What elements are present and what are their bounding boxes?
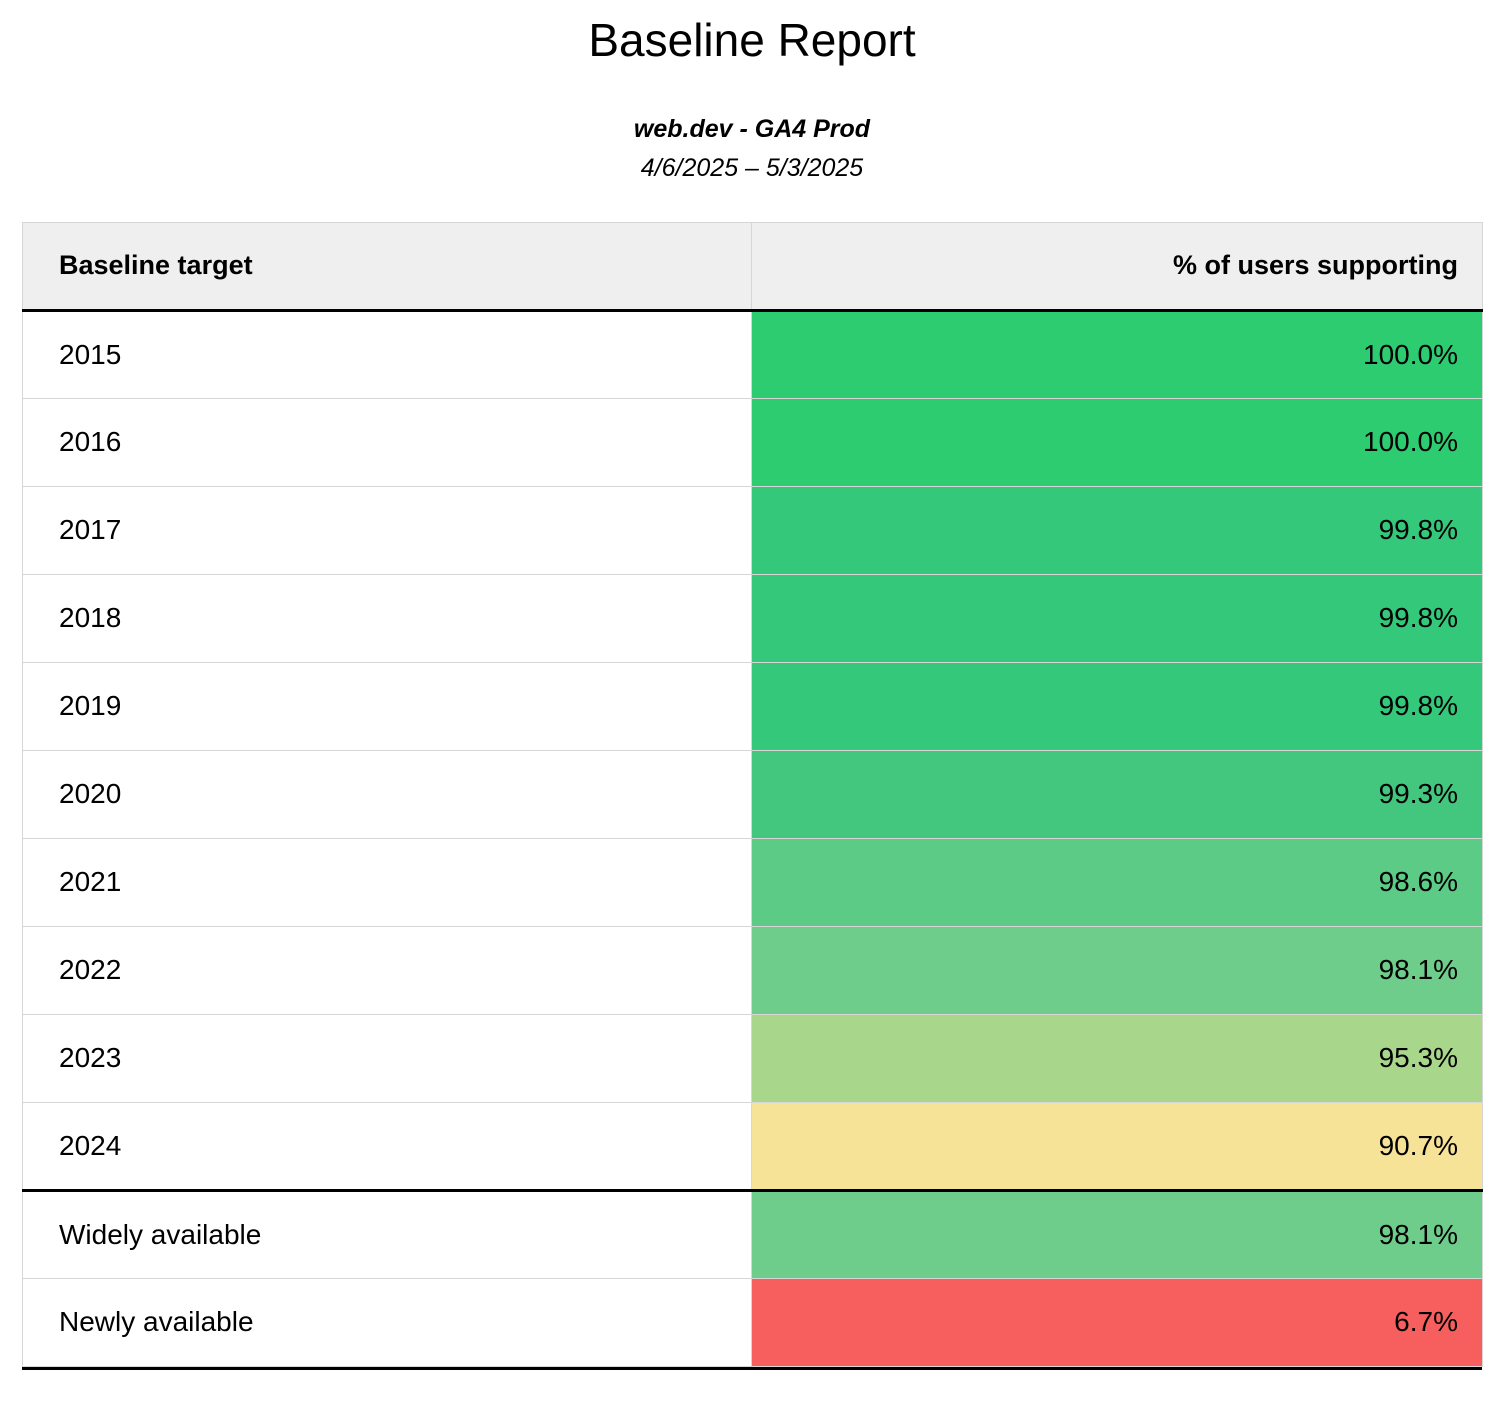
- property-name: web.dev - GA4 Prod: [633, 114, 871, 143]
- cell-baseline-target: 2016: [23, 398, 752, 486]
- cell-baseline-target: 2023: [23, 1014, 752, 1102]
- cell-baseline-target: 2022: [23, 926, 752, 1014]
- cell-percent-supporting: 99.8%: [752, 486, 1483, 574]
- table-row: [23, 1102, 1483, 1190]
- cell-baseline-target: 2017: [23, 486, 752, 574]
- cell-percent-supporting: 98.6%: [752, 838, 1483, 926]
- table-row: [23, 574, 1483, 662]
- table-row: [23, 486, 1483, 574]
- page-title: Baseline Report: [588, 14, 916, 66]
- baseline-table-container: [22, 222, 1482, 1367]
- table-row: [23, 1278, 1483, 1366]
- cell-baseline-target: 2018: [23, 574, 752, 662]
- cell-percent-supporting: 99.8%: [752, 574, 1483, 662]
- table-row: [23, 750, 1483, 838]
- cell-baseline-target: 2021: [23, 838, 752, 926]
- cell-percent-supporting: 95.3%: [752, 1014, 1483, 1102]
- cell-baseline-target: Widely available: [23, 1190, 752, 1278]
- table-row: [23, 926, 1483, 1014]
- report-subtitle: [0, 111, 1504, 188]
- table-row: [23, 1190, 1483, 1278]
- cell-percent-supporting: 99.3%: [752, 750, 1483, 838]
- table-row: [23, 310, 1483, 398]
- table-header: [23, 222, 1483, 310]
- date-range: 4/6/2025 – 5/3/2025: [640, 154, 864, 183]
- cell-baseline-target: 2015: [23, 310, 752, 398]
- cell-percent-supporting: 100.0%: [752, 310, 1483, 398]
- cell-baseline-target: 2019: [23, 662, 752, 750]
- table-bottom-rule: [22, 1367, 1482, 1370]
- cell-percent-supporting: 6.7%: [752, 1278, 1483, 1366]
- table-row: [23, 838, 1483, 926]
- column-header-percent-supporting: % of users supporting: [752, 222, 1483, 310]
- table-row: [23, 662, 1483, 750]
- cell-percent-supporting: 98.1%: [752, 926, 1483, 1014]
- cell-baseline-target: 2020: [23, 750, 752, 838]
- table-row: [23, 398, 1483, 486]
- cell-percent-supporting: 98.1%: [752, 1190, 1483, 1278]
- cell-baseline-target: Newly available: [23, 1278, 752, 1366]
- column-header-baseline-target: Baseline target: [23, 222, 752, 310]
- table-row: [23, 1014, 1483, 1102]
- cell-baseline-target: 2024: [23, 1102, 752, 1190]
- cell-percent-supporting: 99.8%: [752, 662, 1483, 750]
- cell-percent-supporting: 90.7%: [752, 1102, 1483, 1190]
- cell-percent-supporting: 100.0%: [752, 398, 1483, 486]
- table-body: [23, 310, 1483, 1366]
- baseline-table: [22, 222, 1483, 1367]
- table-header-row: [23, 222, 1483, 310]
